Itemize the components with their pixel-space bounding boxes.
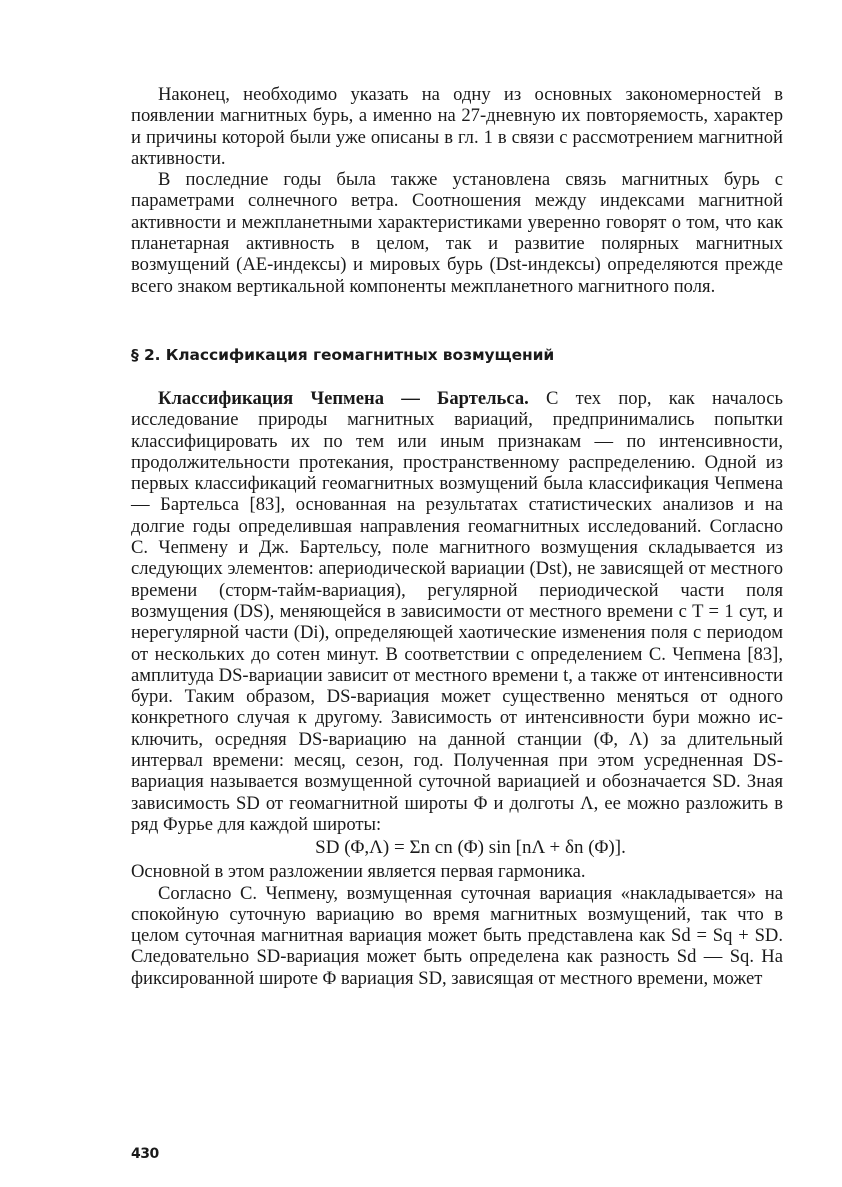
section-heading: § 2. Классификация геомагнитных возмущений: [131, 346, 555, 364]
formula-sd-fourier: SD (Φ,Λ) = Σn cn (Φ) sin [nΛ + δn (Φ)].: [315, 837, 626, 859]
paragraph-disturbed-daily-variation: Согласно С. Чепмену, возмущенная суточная вариация «накладывается» на спокойную суточную вариацию во время магнитных возмущений, так что в целом суточная магнитная вариация может быть представлена как Sd = Sq + SD. Следовательно SD-вариация может быть определена как разность Sd — Sq. На фиксированной широте Φ вариация SD, зависящая от местного времени, может: [131, 882, 783, 989]
paragraph-lead: Классификация Чепмена — Бартельса.: [158, 388, 529, 409]
page-number: 430: [131, 1146, 159, 1162]
paragraph-chapman-bartels: [131, 388, 783, 835]
paragraph-first-harmonic: Основной в этом разложении является первая гармоника.: [131, 861, 586, 883]
main-text-block: [131, 388, 783, 989]
paragraph-27-day-recurrence: Наконец, необходимо указать на одну из основных закономерностей в появлении магнитных бурь, а именно на 27-дневную их повторяемость, характер и причины которой были уже описаны в гл. 1 в связи с рассмотрением магнитной активности.: [131, 84, 783, 169]
paragraph-body: С тех пор, как началось исследование природы магнитных вариаций, предпринимались попытки классифицировать их по тем или иным признакам — по интенсивности, продолжительности протекания, пространственному распределению. Одной из первых классификаций геомагнитных возмущений была классификация Чепмена — Бартельса [83], основанная на результатах статистических анализов и на долгие годы определившая направления геомагнитных исследований. Согласно С. Чепмену и Дж. Бартельсу, поле магнитного возмущения складывается из следующих элементов: апериодической вариации (Dst), не зависящей от местного времени (сторм-тайм-вариация), регулярной периодической части поля возмущения (DS), меняющейся в зависимости от местного времени с T = 1 сут, и нерегулярной части (Di), определяющей хаотические изменения поля с периодом от нескольких до сотен минут. В соответствии с определением С. Чепмена [83], амплитуда DS-вариации зависит от местного времени t, а также от интенсивности бури. Таким образом, DS-вариация может существенно меняться от одного конкретного случая к другому. Зависимость от интенсивности бури можно исключить, осредняя DS-вариацию на данной станции (Φ, Λ) за длительный интервал времени: месяц, сезон, год. Полученная при этом усредненная DS-вариация называется возмущенной суточной вариацией и обозначается SD. Зная зависимость SD от геомагнитной широты Φ и долготы Λ, ее можно разложить в ряд Фурье для каждой широты:: [131, 388, 783, 835]
paragraph-solar-wind: В последние годы была также установлена связь магнитных бурь с параметрами солнечного ветра. Соотношения между индексами магнитной активности и межпланетными характеристиками уверенно говорят о том, что как планетарная активность в целом, так и развитие полярных магнитных возмущений (AE-индексы) и мировых бурь (Dst-индексы) определяются прежде всего знаком вертикальной компоненты межпланетного магнитного поля.: [131, 169, 783, 297]
top-text-block: [131, 84, 783, 297]
